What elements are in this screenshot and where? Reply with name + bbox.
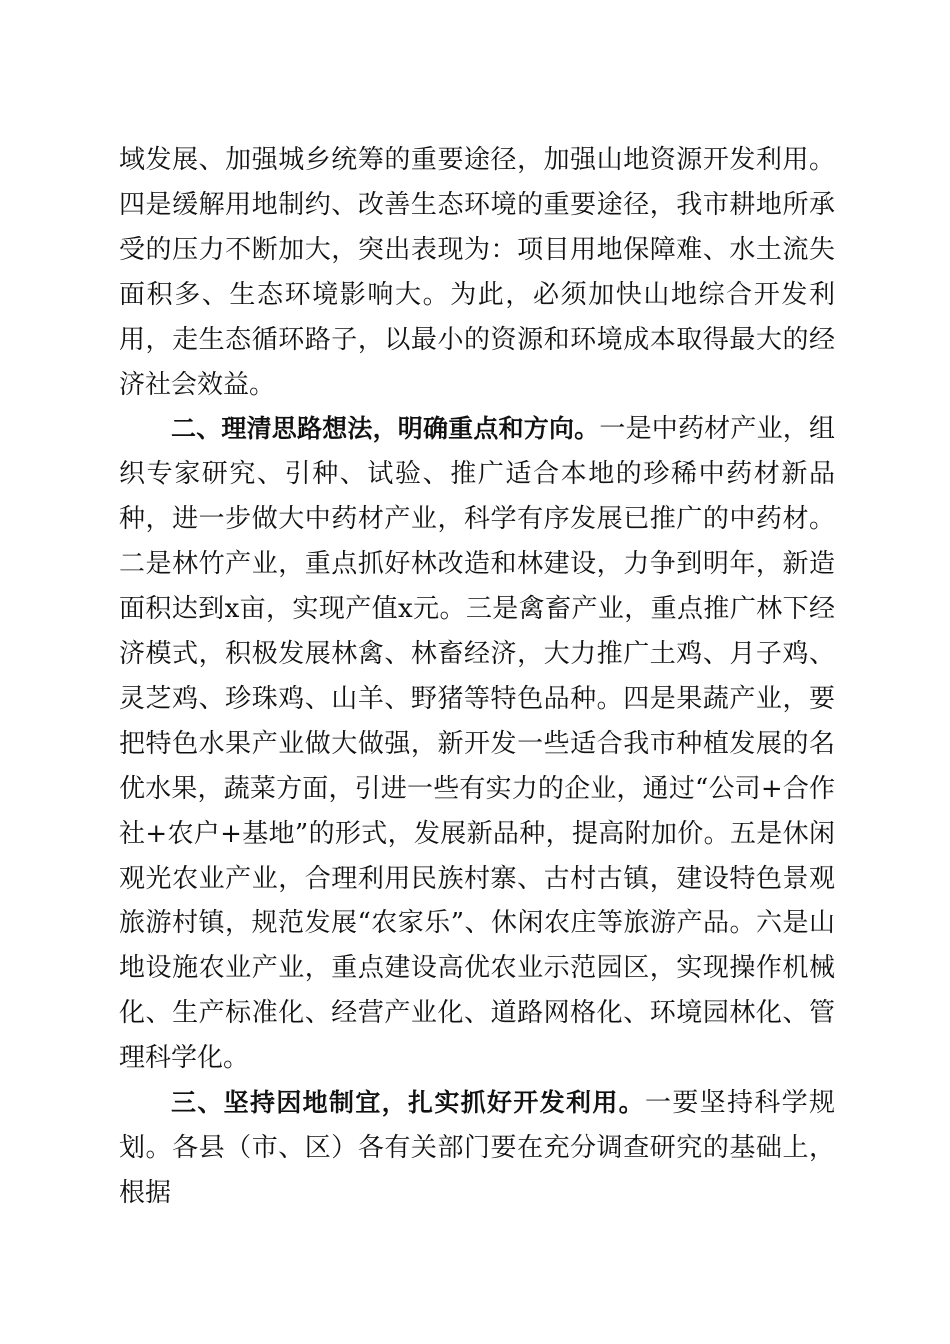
paragraph-section-3: [119, 1081, 835, 1216]
section-heading: 二、理清思路想法，明确重点和方向。: [171, 414, 600, 444]
section-heading: 三、坚持因地制宜，扎实抓好开发利用。: [171, 1088, 645, 1118]
paragraph-section-2: [119, 407, 835, 1081]
document-body: [119, 138, 835, 1216]
paragraph-continuation: [119, 138, 835, 407]
paragraph-text: 一要坚持科学规划。各县（市、区）各有关部门要在充分调查研究的基础上，根据: [119, 1088, 835, 1208]
paragraph-text: 一是中药材产业，组织专家研究、引种、试验、推广适合本地的珍稀中药材新品种，进一步做大中药材产业，科学有序发展已推广的中药材。二是林竹产业，重点抓好林改造和林建设，力争到明年，新造面积达到x亩，实现产值x元。三是禽畜产业，重点推广林下经济模式，积极发展林禽、林畜经济，大力推广土鸡、月子鸡、灵芝鸡、珍珠鸡、山羊、野猪等特色品种。四是果蔬产业，要把特色水果产业做大做强，新开发一些适合我市种植发展的名优水果，蔬菜方面，引进一些有实力的企业，通过“公司+合作社+农户+基地”的形式，发展新品种，提高附加价。五是休闲观光农业产业，合理利用民族村寨、古村古镇，建设特色景观旅游村镇，规范发展“农家乐”、休闲农庄等旅游产品。六是山地设施农业产业，重点建设高优农业示范园区，实现操作机械化、生产标准化、经营产业化、道路网格化、环境园林化、管理科学化。: [119, 414, 835, 1074]
paragraph-text: 域发展、加强城乡统筹的重要途径，加强山地资源开发利用。四是缓解用地制约、改善生态环境的重要途径，我市耕地所承受的压力不断加大，突出表现为：项目用地保障难、水土流失面积多、生态环境影响大。为此，必须加快山地综合开发利用，走生态循环路子，以最小的资源和环境成本取得最大的经济社会效益。: [119, 145, 835, 400]
